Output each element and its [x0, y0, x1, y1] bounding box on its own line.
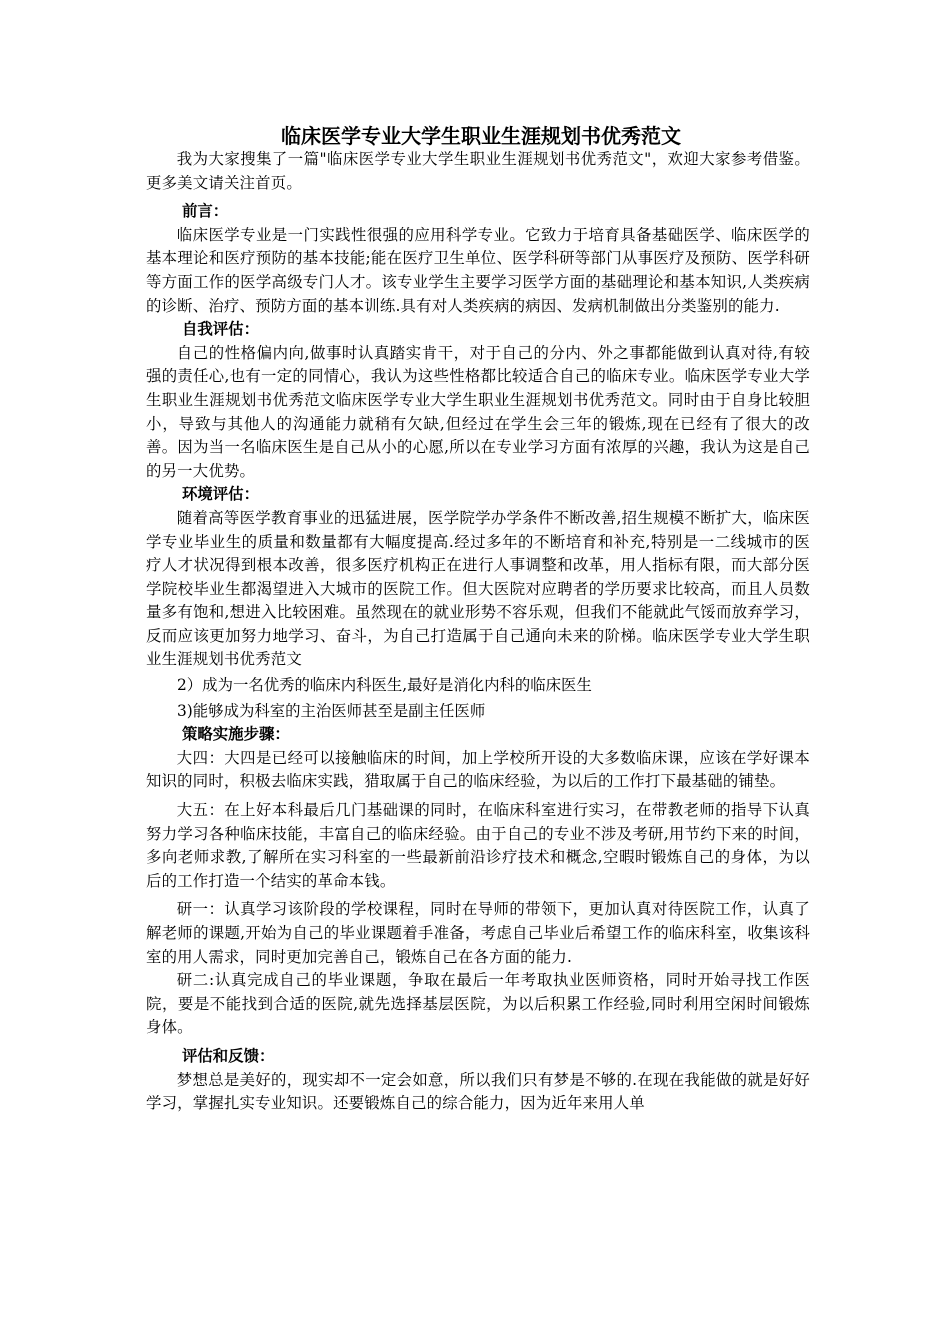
strategy-paragraph-year4: 大四：大四是已经可以接触临床的时间，加上学校所开设的大多数临床课，应该在学好课本知识的同时，积极去临床实践，猎取属于自己的临床经验，为以后的工作打下最基础的铺垫。 — [146, 748, 810, 791]
section-heading-preface: 前言： — [182, 202, 229, 221]
section-heading-feedback: 评估和反馈： — [182, 1046, 275, 1065]
intro-paragraph: 我为大家搜集了一篇"临床医学专业大学生职业生涯规划书优秀范文"，欢迎大家参考借鉴。更多美文请关注首页。 — [146, 150, 810, 192]
goal-list-item: 3)能够成为科室的主治医师甚至是副主任医师 — [177, 701, 486, 720]
strategy-paragraph-grad1: 研一：认真学习该阶段的学校课程，同时在导师的带领下，更加认真对待医院工作，认真了解老师的课题,开始为自己的毕业课题着手准备，考虑自己毕业后希望工作的临床科室，收集该科室的用人需求，同时更加完善自己，锻炼自己在各方面的能力. — [146, 900, 810, 966]
environment-paragraph: 随着高等医学教育事业的迅猛进展，医学院学办学条件不断改善,招生规模不断扩大，临床医学专业毕业生的质量和数量都有大幅度提高.经过多年的不断培育和补充,特别是一二线城市的医疗人才状况得到根本改善，很多医疗机构正在进行人事调整和改革，用人指标有限，而大部分医学院校毕业生都渴望进入大城市的医院工作。但大医院对应聘者的学历要求比较高，而且人员数量多有饱和,想进入比较困难。虽然现在的就业形势不容乐观，但我们不能就此气馁而放弃学习，反而应该更加努力地学习、奋斗，为自己打造属于自己通向未来的阶梯。临床医学专业大学生职业生涯规划书优秀范文 — [146, 508, 810, 669]
section-heading-environment: 环境评估： — [182, 485, 259, 504]
goal-list-item: 2）成为一名优秀的临床内科医生,最好是消化内科的临床医生 — [177, 676, 592, 695]
self-assessment-paragraph: 自己的性格偏内向,做事时认真踏实肯干，对于自己的分内、外之事都能做到认真对待,有较强的责任心,也有一定的同情心，我认为这些性格都比较适合自己的临床专业。临床医学专业大学生职业生涯规划书优秀范文临床医学专业大学生职业生涯规划书优秀范文。同时由于自身比较胆小，导致与其他人的沟通能力就稍有欠缺,但经过在学生会三年的锻炼,现在已经有了很大的改善。因为当一名临床医生是自己从小的心愿,所以在专业学习方面有浓厚的兴趣，我认为这是自己的另一大优势。 — [146, 343, 810, 480]
section-heading-self-assessment: 自我评估： — [182, 320, 259, 339]
document-title: 临床医学专业大学生职业生涯规划书优秀范文 — [281, 124, 681, 148]
feedback-paragraph: 梦想总是美好的，现实却不一定会如意，所以我们只有梦是不够的.在现在我能做的就是好好学习，掌握扎实专业知识。还要锻炼自己的综合能力，因为近年来用人单 — [146, 1070, 810, 1113]
document-content — [146, 124, 810, 1116]
strategy-paragraph-grad2: 研二:认真完成自己的毕业课题，争取在最后一年考取执业医师资格，同时开始寻找工作医院，要是不能找到合适的医院,就先选择基层医院，为以后积累工作经验,同时利用空闲时间锻炼身体。 — [146, 971, 810, 1037]
preface-paragraph: 临床医学专业是一门实践性很强的应用科学专业。它致力于培育具备基础医学、临床医学的基本理论和医疗预防的基本技能;能在医疗卫生单位、医学科研等部门从事医疗及预防、医学科研等方面工作的医学高级专门人才。该专业学生主要学习医学方面的基础理论和基本知识,人类疾病的诊断、治疗、预防方面的基本训练.具有对人类疾病的病因、发病机制做出分类鉴别的能力. — [146, 225, 810, 315]
section-heading-strategy: 策略实施步骤： — [182, 725, 290, 744]
strategy-paragraph-year5: 大五：在上好本科最后几门基础课的同时，在临床科室进行实习，在带教老师的指导下认真努力学习各种临床技能，丰富自己的临床经验。由于自己的专业不涉及考研,用节约下来的时间，多向老师求教,了解所在实习科室的一些最新前沿诊疗技术和概念,空暇时锻炼自己的身体，为以后的工作打造一个结实的革命本钱。 — [146, 801, 810, 890]
